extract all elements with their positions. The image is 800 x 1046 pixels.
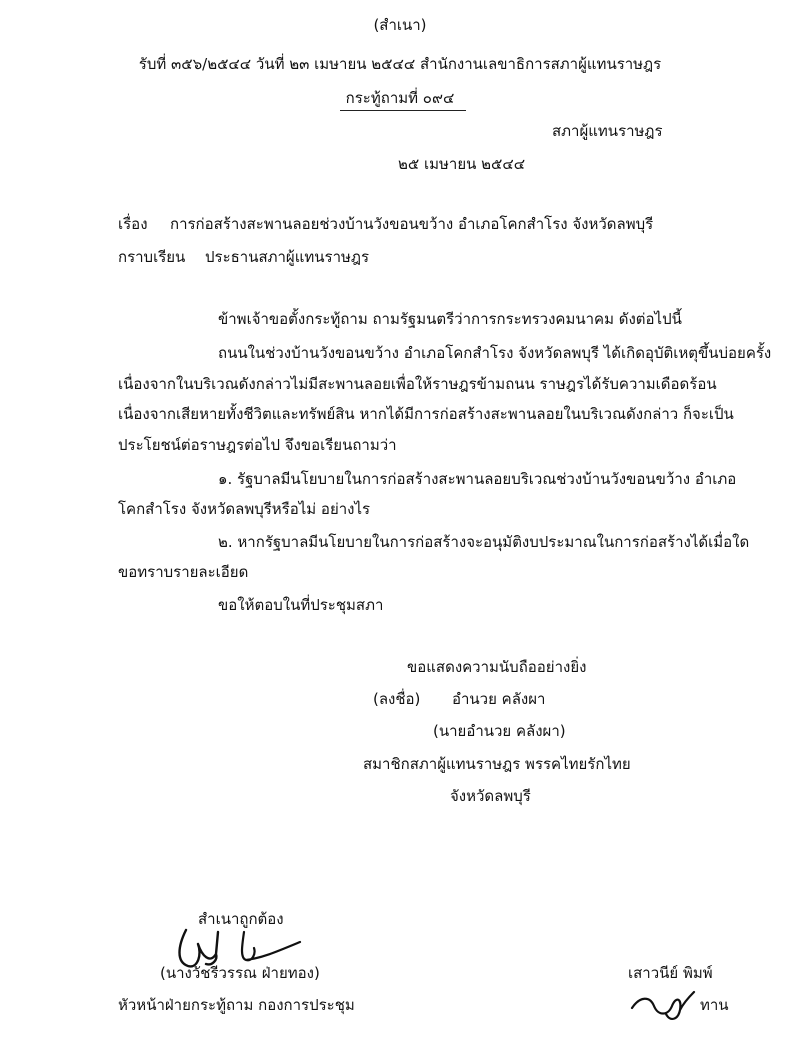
certifier-name: (นางวัชรีวรรณ ฝ่ายทอง) xyxy=(160,964,320,982)
body-paragraph-line: ประโยชน์ต่อราษฎรต่อไป จึงขอเรียนถามว่า xyxy=(118,436,397,454)
answer-request: ขอให้ตอบในที่ประชุมสภา xyxy=(218,596,384,614)
question-2-line: ๒. หากรัฐบาลมีนโยบายในการก่อสร้างจะอนุมัติงบประมาณในการก่อสร้างได้เมื่อใด xyxy=(218,533,750,551)
checker-label: ทาน xyxy=(700,996,729,1014)
certified-copy-label: สำเนาถูกต้อง xyxy=(198,910,284,928)
certifier-position: หัวหน้าฝ่ายกระทู้ถาม กองการประชุม xyxy=(118,996,355,1014)
subject-label: เรื่อง xyxy=(118,215,148,233)
recipient-text: ประธานสภาผู้แทนราษฎร xyxy=(205,248,370,266)
signed-name: อำนวย คลังผา xyxy=(452,690,546,708)
sender-office: สภาผู้แทนราษฎร xyxy=(552,122,663,140)
signer-full-name: (นายอำนวย คลังผา) xyxy=(433,722,566,740)
closing-salutation: ขอแสดงความนับถืออย่างยิ่ง xyxy=(407,658,587,676)
letter-date: ๒๕ เมษายน ๒๕๔๔ xyxy=(398,155,526,173)
question-number-underline xyxy=(340,110,466,111)
recipient-label: กราบเรียน xyxy=(118,248,186,266)
question-number: กระทู้ถามที่ ๐๙๔ xyxy=(345,89,455,107)
body-paragraph-line: เนื่องจากในบริเวณดังกล่าวไม่มีสะพานลอยเพื่อให้ราษฎรข้ามถนน ราษฎรได้รับความเดือดร้อน xyxy=(118,375,717,393)
body-intro: ข้าพเจ้าขอตั้งกระทู้ถาม ถามรัฐมนตรีว่าการกระทรวงคมนาคม ดังต่อไปนี้ xyxy=(218,310,682,328)
body-paragraph-line: ถนนในช่วงบ้านวังขอนขว้าง อำเภอโคกสำโรง จังหวัดลพบุรี ได้เกิดอุบัติเหตุขึ้นบ่อยครั้ง xyxy=(218,344,772,362)
signer-position: สมาชิกสภาผู้แทนราษฎร พรรคไทยรักไทย xyxy=(363,755,631,773)
checker-signature xyxy=(628,988,708,1024)
subject-text: การก่อสร้างสะพานลอยช่วงบ้านวังขอนขว้าง อำเภอโคกสำโรง จังหวัดลพบุรี xyxy=(170,215,654,233)
signer-province: จังหวัดลพบุรี xyxy=(450,787,531,805)
copy-mark: (สำเนา) xyxy=(373,16,427,34)
question-1-line: โคกสำโรง จังหวัดลพบุรีหรือไม่ อย่างไร xyxy=(118,500,371,518)
question-1-line: ๑. รัฐบาลมีนโยบายในการก่อสร้างสะพานลอยบริเวณช่วงบ้านวังขอนขว้าง อำเภอ xyxy=(218,470,737,488)
typist-name: เสาวนีย์ พิมพ์ xyxy=(628,964,713,982)
receipt-line: รับที่ ๓๕๖/๒๕๔๔ วันที่ ๒๓ เมษายน ๒๕๔๔ สำนักงานเลขาธิการสภาผู้แทนราษฎร xyxy=(138,55,662,73)
body-paragraph-line: เนื่องจากเสียหายทั้งชีวิตและทรัพย์สิน หากได้มีการก่อสร้างสะพานลอยในบริเวณดังกล่าว ก็จะเป็น xyxy=(118,405,734,423)
signed-label: (ลงชื่อ) xyxy=(373,690,421,708)
question-2-line: ขอทราบรายละเอียด xyxy=(118,563,249,581)
